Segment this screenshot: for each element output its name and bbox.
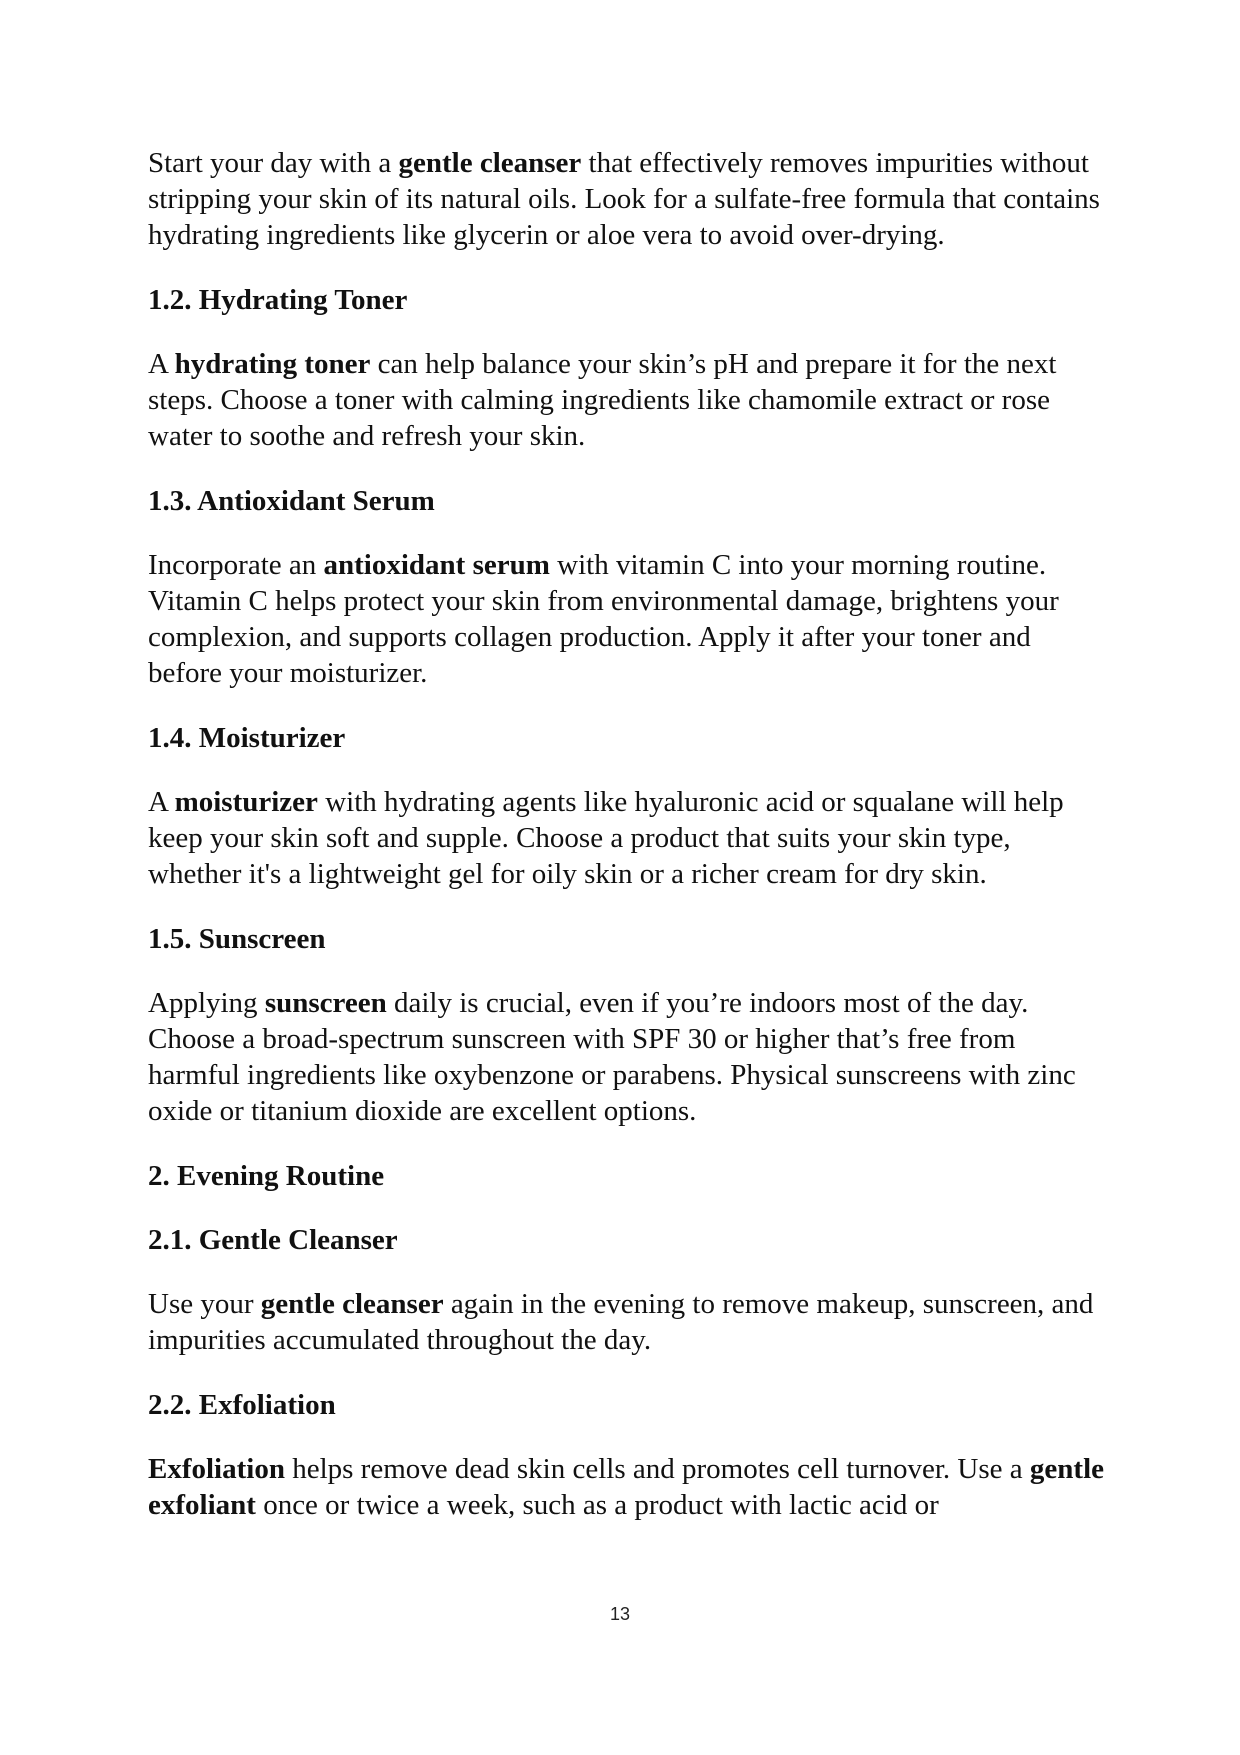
exfoliation-paragraph: Exfoliation helps remove dead skin cells and promotes cell turnover. Use a gentle exfoliant once or twice a week, such as a product with lactic acid or <box>148 1453 1104 1521</box>
exfoliant-bold-term: gentle exfoliant <box>148 1453 1104 1521</box>
sunscreen-bold-term: sunscreen <box>264 987 387 1019</box>
document-page <box>148 145 1108 1523</box>
heading-antioxidant-serum: 1.3. Antioxidant Serum <box>148 485 435 517</box>
toner-paragraph: A hydrating toner can help balance your skin’s pH and prepare it for the next steps. Choose a toner with calming ingredients like chamomile extract or rose water to soothe and refresh your skin. <box>148 348 1057 452</box>
heading-gentle-cleanser: 2.1. Gentle Cleanser <box>148 1224 398 1256</box>
serum-bold-term: antioxidant serum <box>323 549 550 581</box>
moisturizer-bold-term: moisturizer <box>174 786 318 818</box>
page-number: 13 <box>609 1604 631 1624</box>
cleanser2-bold-term: gentle cleanser <box>260 1288 444 1320</box>
exfoliation-bold-term: Exfoliation <box>148 1453 285 1485</box>
intro-paragraph: Start your day with a gentle cleanser that effectively removes impurities without stripping your skin of its natural oils. Look for a sulfate-free formula that contains hydrating ingredients like glycerin or aloe vera to avoid over-drying. <box>148 147 1100 251</box>
heading-evening-routine: 2. Evening Routine <box>148 1160 385 1192</box>
sunscreen-paragraph: Applying sunscreen daily is crucial, even if you’re indoors most of the day. Choose a broad-spectrum sunscreen with SPF 30 or higher that’s free from harmful ingredients like oxybenzone or parabens. Physical sunscreens with zinc oxide or titanium dioxide are excellent options. <box>148 987 1076 1127</box>
intro-bold-term: gentle cleanser <box>398 147 582 179</box>
serum-paragraph: Incorporate an antioxidant serum with vitamin C into your morning routine. Vitamin C helps protect your skin from environmental damage, brightens your complexion, and supports collagen production. Apply it after your toner and before your moisturizer. <box>148 549 1059 689</box>
cleanser2-paragraph: Use your gentle cleanser again in the evening to remove makeup, sunscreen, and impurities accumulated throughout the day. <box>148 1288 1094 1356</box>
toner-bold-term: hydrating toner <box>174 348 371 380</box>
heading-exfoliation: 2.2. Exfoliation <box>148 1389 336 1421</box>
moisturizer-paragraph: A moisturizer with hydrating agents like hyaluronic acid or squalane will help keep your skin soft and supple. Choose a product that suits your skin type, whether it's a lightweight gel for oily skin or a richer cream for dry skin. <box>148 786 1064 890</box>
heading-moisturizer: 1.4. Moisturizer <box>148 722 346 754</box>
heading-hydrating-toner: 1.2. Hydrating Toner <box>148 284 408 316</box>
heading-sunscreen: 1.5. Sunscreen <box>148 923 326 955</box>
